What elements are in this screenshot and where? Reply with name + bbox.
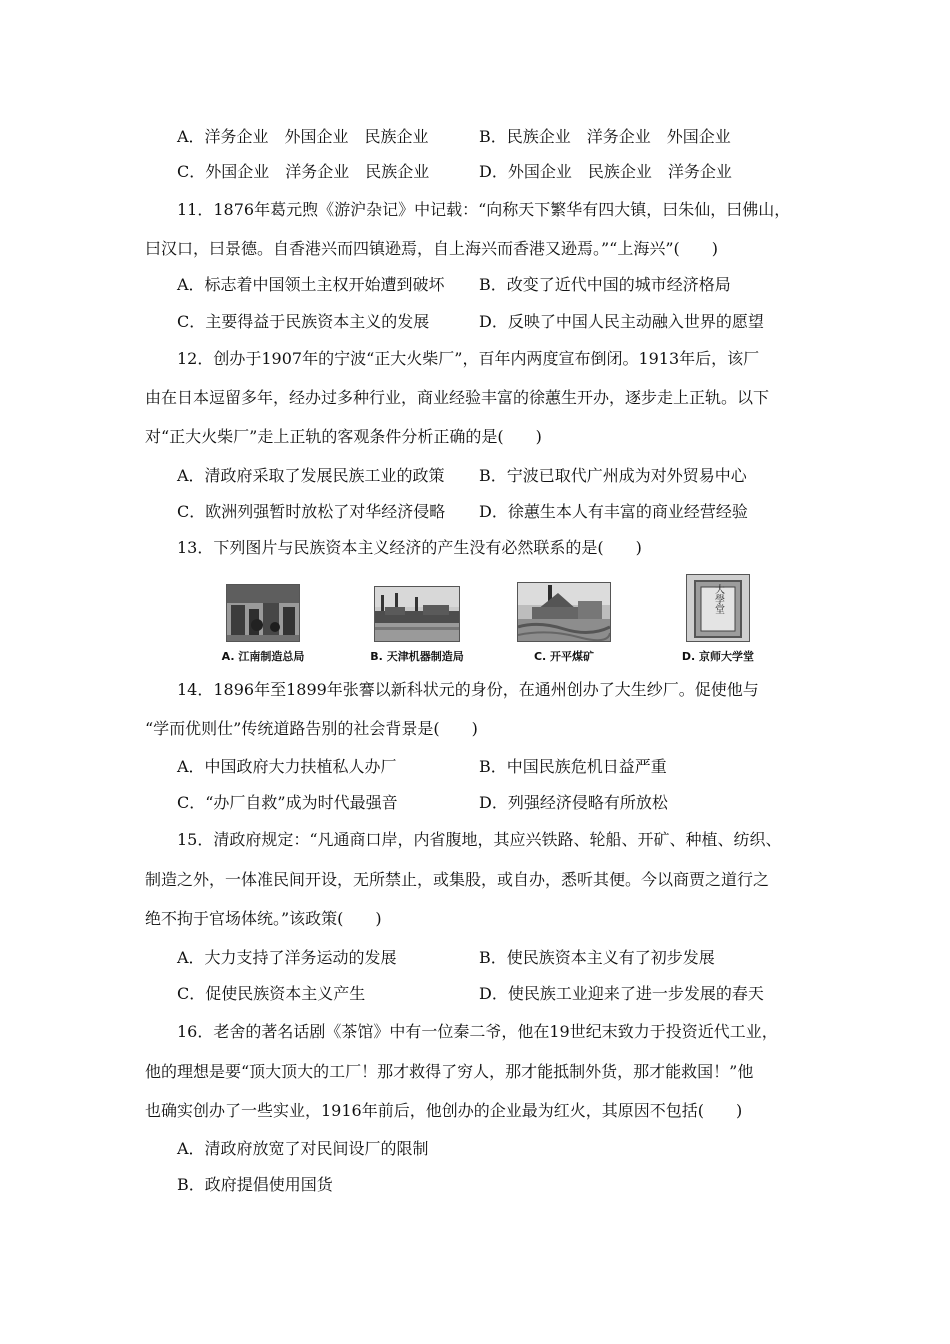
q14-option-c: C．“办厂自救”成为时代最强音 — [177, 793, 398, 812]
q13-figure-row — [200, 572, 780, 667]
q15-stem-line1: 15．清政府规定：“凡通商口岸，内省腹地，其应兴铁路、轮船、开矿、种植、纺织、 — [177, 830, 782, 849]
figure-c — [517, 572, 611, 663]
q14-option-a: A．中国政府大力扶植私人办厂 — [177, 757, 397, 776]
tianjin-machine-bureau-photo — [374, 586, 460, 642]
q10-option-c: C．外国企业 洋务企业 民族企业 — [177, 162, 430, 181]
q15-option-c: C．促使民族资本主义产生 — [177, 984, 366, 1003]
plaque-text: 大學堂 — [712, 584, 724, 614]
q12-stem-line1: 12．创办于1907年的宁波“正大火柴厂”，百年内两度宣布倒闭。1913年后，该厂 — [177, 349, 760, 368]
q12-option-b: B．宁波已取代广州成为对外贸易中心 — [479, 466, 747, 485]
figure-a — [221, 572, 305, 663]
q16-stem-line3: 也确实创办了一些实业，1916年前后，他创办的企业最为红火，其原因不包括( ) — [145, 1101, 743, 1120]
figure-d — [681, 572, 755, 663]
jiangnan-arsenal-photo — [226, 584, 300, 642]
q15-stem-line3: 绝不拘于官场体统。”该政策( ) — [145, 909, 382, 928]
q16-option-a: A．清政府放宽了对民间设厂的限制 — [177, 1139, 429, 1158]
q11-option-b: B．改变了近代中国的城市经济格局 — [479, 275, 731, 294]
q10-option-a: A．洋务企业 外国企业 民族企业 — [177, 127, 429, 146]
figure-c-caption: C. 开平煤矿 — [533, 650, 595, 663]
figure-b — [370, 572, 464, 663]
q10-option-b: B．民族企业 洋务企业 外国企业 — [479, 127, 731, 146]
figure-a-caption: A. 江南制造总局 — [221, 650, 305, 663]
q14-option-b: B．中国民族危机日益严重 — [479, 757, 667, 776]
q11-stem-line2: 曰汉口，曰景德。自香港兴而四镇逊焉，自上海兴而香港又逊焉。”“上海兴”( ) — [145, 239, 719, 258]
q15-option-d: D．使民族工业迎来了进一步发展的春天 — [479, 984, 764, 1003]
q12-option-a: A．清政府采取了发展民族工业的政策 — [177, 466, 445, 485]
figure-d-caption: D. 京师大学堂 — [681, 650, 755, 663]
q14-stem-line2: “学而优则仕”传统道路告别的社会背景是( ) — [145, 719, 478, 738]
q16-option-b: B．政府提倡使用国货 — [177, 1175, 333, 1194]
q13-stem-line1: 13．下列图片与民族资本主义经济的产生没有必然联系的是( ) — [177, 538, 642, 557]
q11-option-c: C．主要得益于民族资本主义的发展 — [177, 312, 430, 331]
kaiping-coal-mine-photo — [517, 582, 611, 642]
q11-option-d: D．反映了中国人民主动融入世界的愿望 — [479, 312, 764, 331]
q11-stem-line1: 11．1876年葛元煦《游沪杂记》中记载：“向称天下繁华有四大镇，曰朱仙，曰佛山， — [177, 200, 791, 219]
imperial-university-plaque-photo — [686, 574, 750, 642]
q12-option-c: C．欧洲列强暂时放松了对华经济侵略 — [177, 502, 446, 521]
q15-stem-line2: 制造之外，一体准民间开设，无所禁止，或集股，或自办，悉听其便。今以商贾之道行之 — [145, 870, 770, 889]
q10-option-d: D．外国企业 民族企业 洋务企业 — [479, 162, 732, 181]
q14-option-d: D．列强经济侵略有所放松 — [479, 793, 668, 812]
q15-option-b: B．使民族资本主义有了初步发展 — [479, 948, 715, 967]
q16-stem-line2: 他的理想是要“顶大顶大的工厂！那才救得了穷人，那才能抵制外货，那才能救国！”他 — [145, 1062, 754, 1081]
q16-stem-line1: 16．老舍的著名话剧《茶馆》中有一位秦二爷，他在19世纪末致力于投资近代工业， — [177, 1022, 778, 1041]
figure-b-caption: B. 天津机器制造局 — [370, 650, 464, 663]
q14-stem-line1: 14．1896年至1899年张謇以新科状元的身份，在通州创办了大生纱厂。促使他与 — [177, 680, 759, 699]
q15-option-a: A．大力支持了洋务运动的发展 — [177, 948, 397, 967]
q12-stem-line3: 对“正大火柴厂”走上正轨的客观条件分析正确的是( ) — [145, 427, 542, 446]
q11-option-a: A．标志着中国领土主权开始遭到破坏 — [177, 275, 445, 294]
q12-option-d: D．徐蕙生本人有丰富的商业经营经验 — [479, 502, 748, 521]
q12-stem-line2: 由在日本逗留多年，经办过多种行业，商业经验丰富的徐蕙生开办，逐步走上正轨。以下 — [145, 388, 770, 407]
